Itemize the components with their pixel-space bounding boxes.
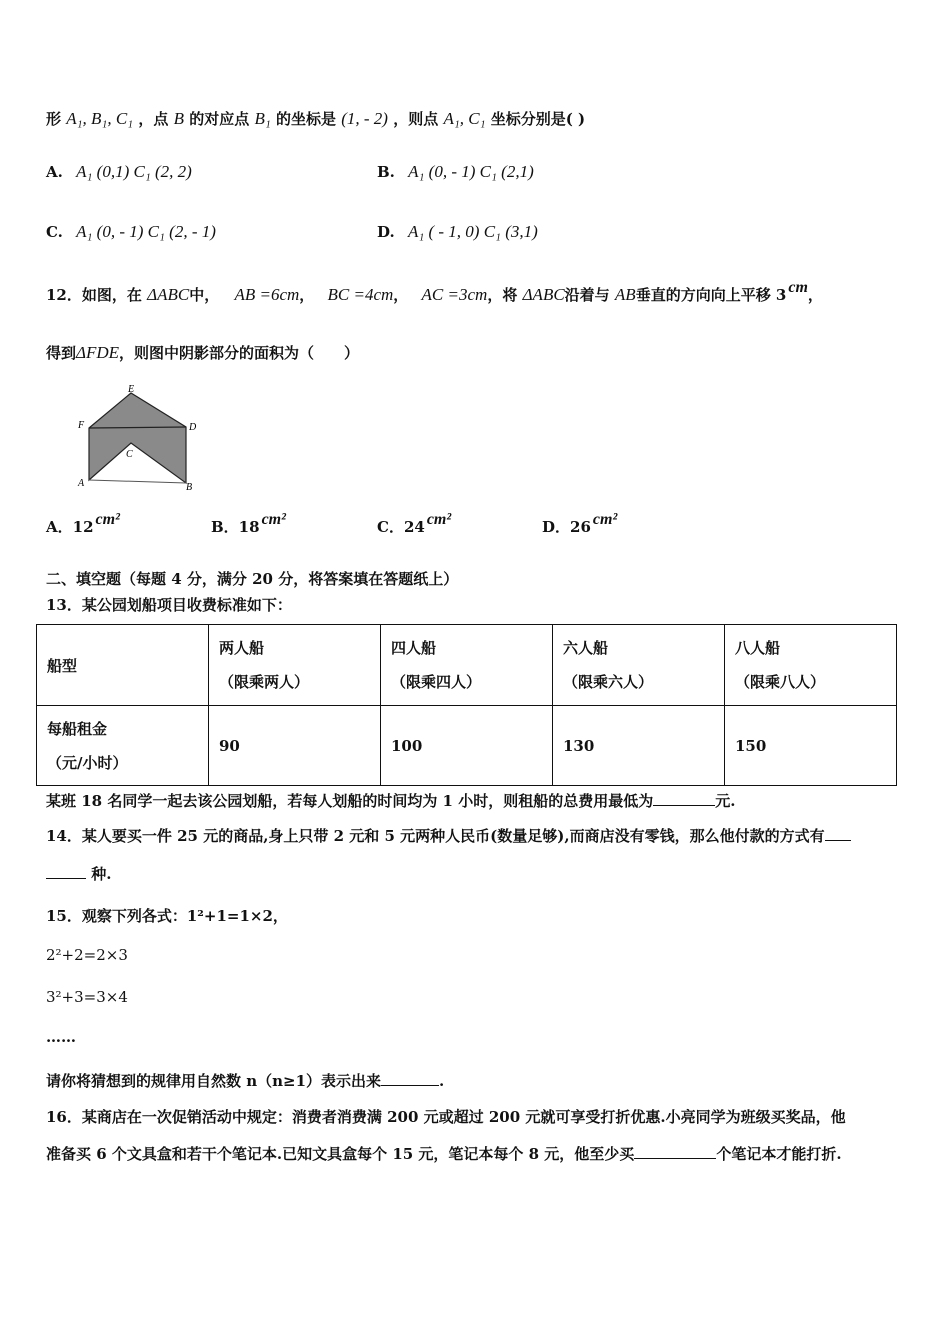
q15-line5: 请你将猜想到的规律用自然数 n（n≥1）表示出来 .	[46, 1072, 445, 1090]
table-row	[37, 706, 897, 786]
q11-option-a[interactable]: A. A₁ (0,1) C₁ (2, 2)	[46, 162, 192, 181]
q15-line1: 15．观察下列各式：1²+1=1×2，	[46, 907, 288, 925]
header-cell: 船型	[37, 625, 209, 706]
q12-stem-line1: 12．如图，在 ΔABC中， AB =6cm， BC =4cm， AC =3cm，将 ΔABC沿着与 AB垂直的方向向上平移 3 cm，	[46, 279, 823, 304]
q13-question: 某班 18 名同学一起去该公园划船，若每人划船的时间均为 1 小时，则租船的总费用最低为 元.	[46, 792, 736, 810]
section-heading: 二、填空题（每题 4 分，满分 20 分，将答案填在答题纸上）	[46, 570, 459, 588]
label-c: C	[126, 449, 133, 460]
answer-blank[interactable]	[825, 826, 851, 841]
q12-stem-line2: 得到ΔFDE，则图中阴影部分的面积为（ ）	[46, 343, 360, 362]
q12-option-c[interactable]: C．24 cm²	[377, 511, 452, 536]
q12-option-a[interactable]: A．12 cm²	[46, 511, 120, 536]
label-a: A	[78, 478, 85, 489]
q12-option-d[interactable]: D．26 cm²	[542, 511, 618, 536]
q12-option-b[interactable]: B．18 cm²	[211, 511, 286, 536]
q11-option-b[interactable]: B. A₁ (0, - 1) C₁ (2,1)	[377, 162, 534, 181]
q12-figure	[74, 383, 204, 493]
label-f: F	[78, 420, 85, 431]
q15-line4: ……	[46, 1028, 76, 1046]
answer-blank[interactable]	[46, 864, 86, 879]
label-e: E	[128, 384, 135, 395]
q15-line2: 2²+2=2×3	[46, 946, 128, 964]
answer-blank[interactable]	[653, 791, 715, 806]
price-cell: 130	[553, 706, 725, 786]
q13-stem: 13．某公园划船项目收费标准如下：	[46, 596, 292, 614]
q16-line1: 16．某商店在一次促销活动中规定：消费者消费满 200 元或超过 200 元就可享受打折优惠.小亮同学为班级买奖品，他	[46, 1108, 846, 1126]
q16-line2: 准备买 6 个文具盒和若干个笔记本.已知文具盒每个 15 元，笔记本每个 8 元，他至少买 个笔记本才能打折.	[46, 1145, 842, 1163]
boat-cell: 四人船 （限乘四人）	[381, 625, 553, 706]
label-b: B	[186, 482, 193, 493]
boat-cell: 两人船 （限乘两人）	[209, 625, 381, 706]
boat-cell: 八人船 （限乘八人）	[725, 625, 897, 706]
label-d: D	[189, 422, 197, 433]
q11-option-c[interactable]: C. A₁ (0, - 1) C₁ (2, - 1)	[46, 222, 216, 241]
fee-table	[36, 624, 897, 786]
q14-line1: 14．某人要买一件 25 元的商品,身上只带 2 元和 5 元两种人民币(数量足够),而商店没有零钱，那么他付款的方式有	[46, 825, 851, 846]
boat-cell: 六人船 （限乘六人）	[553, 625, 725, 706]
q15-line3: 3²+3=3×4	[46, 988, 128, 1006]
price-cell: 150	[725, 706, 897, 786]
price-cell: 100	[381, 706, 553, 786]
table-row	[37, 625, 897, 706]
answer-blank[interactable]	[381, 1071, 439, 1086]
shaded-region	[89, 393, 186, 483]
price-cell: 90	[209, 706, 381, 786]
header-cell: 每船租金 （元/小时）	[37, 706, 209, 786]
q11-option-d[interactable]: D. A₁ ( - 1, 0) C₁ (3,1)	[377, 222, 538, 241]
q14-line2: 种.	[46, 863, 111, 884]
q11-stem: 形 A₁, B₁, C₁ ，点 B 的对应点 B₁ 的坐标是 (1, - 2) ，则点 A₁, C₁ 坐标分别是( )	[46, 109, 586, 128]
answer-blank[interactable]	[634, 1144, 716, 1159]
